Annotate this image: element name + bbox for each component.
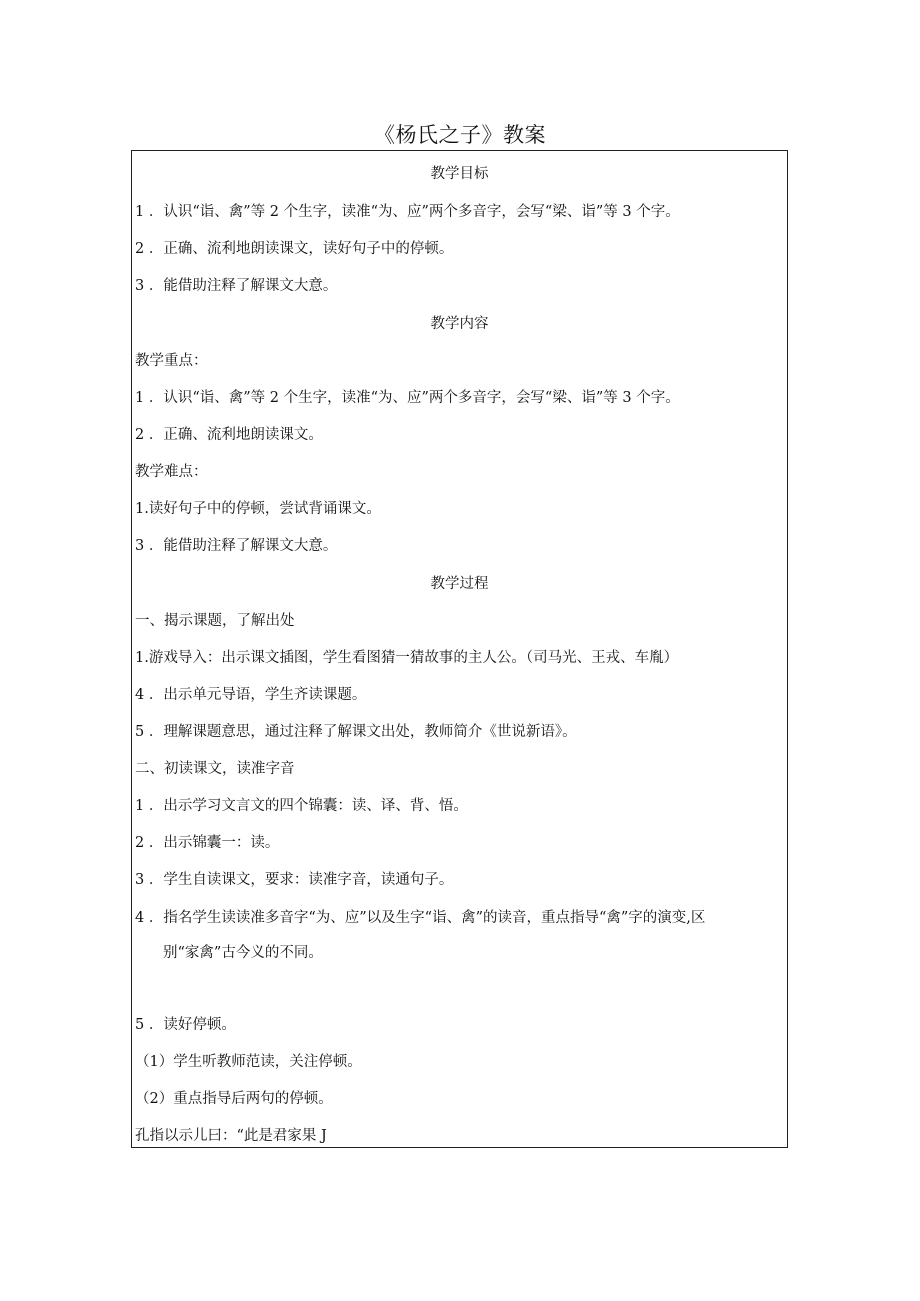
process-item: 4 ．指名学生读读准多音字“为、应”以及生字“诣、禽”的读音，重点指导“禽”字的演变,区 [135, 910, 706, 926]
section-heading-goals: 教学目标 [430, 166, 489, 182]
section-heading-process: 教学过程 [430, 576, 489, 592]
difficulty-1: 1.读好句子中的停顿，尝试背诵课文。 [135, 501, 381, 517]
document-title: 《杨氏之子》教案 [374, 123, 546, 147]
quoted-sentence: 孔指以示儿曰：“此是君家果 J [135, 1128, 327, 1144]
goal-3: 3 ．能借助注释了解课文大意。 [135, 278, 338, 294]
process-item: 3 ．学生自读课文，要求：读准字音，读通句子。 [135, 872, 454, 888]
key-point-2: 2 ．正确、流利地朗读课文。 [135, 427, 323, 443]
process-item: 4 ．出示单元导语，学生齐读课题。 [135, 687, 367, 703]
process-item-continuation: 别“家禽”古今义的不同。 [163, 945, 323, 961]
process-item: 5 ．读好停顿。 [135, 1017, 236, 1033]
goal-2: 2 ．正确、流利地朗读课文，读好句子中的停顿。 [135, 241, 454, 257]
process-item: 2 ．出示锦囊一：读。 [135, 835, 280, 851]
process-item: 1.游戏导入：出示课文插图，学生看图猜一猜故事的主人公。（司马光、王戎、车胤） [135, 650, 679, 666]
process-subitem: （1）学生听教师范读，关注停顿。 [135, 1054, 362, 1070]
process-item: 5 ．理解课题意思，通过注释了解课文出处，教师简介《世说新语》。 [135, 724, 577, 740]
goal-1: 1 ．认识“诣、禽”等 2 个生字，读准“为、应”两个多音字，会写“梁、诣”等 3 个字。 [135, 204, 680, 220]
process-item: 1 ．出示学习文言文的四个锦囊：读、译、背、悟。 [135, 798, 468, 814]
difficulty-3: 3 ．能借助注释了解课文大意。 [135, 538, 338, 554]
difficulties-label: 教学难点： [135, 464, 208, 480]
key-point-1: 1 ．认识“诣、禽”等 2 个生字，读准“为、应”两个多音字，会写“梁、诣”等 3 个字。 [135, 390, 680, 406]
section-heading-content: 教学内容 [430, 316, 489, 332]
key-points-label: 教学重点： [135, 353, 208, 369]
process-step-2-heading: 二、初读课文，读准字音 [135, 761, 295, 777]
process-subitem: （2）重点指导后两句的停顿。 [135, 1091, 333, 1107]
process-step-1-heading: 一、揭示课题，了解出处 [135, 613, 295, 629]
